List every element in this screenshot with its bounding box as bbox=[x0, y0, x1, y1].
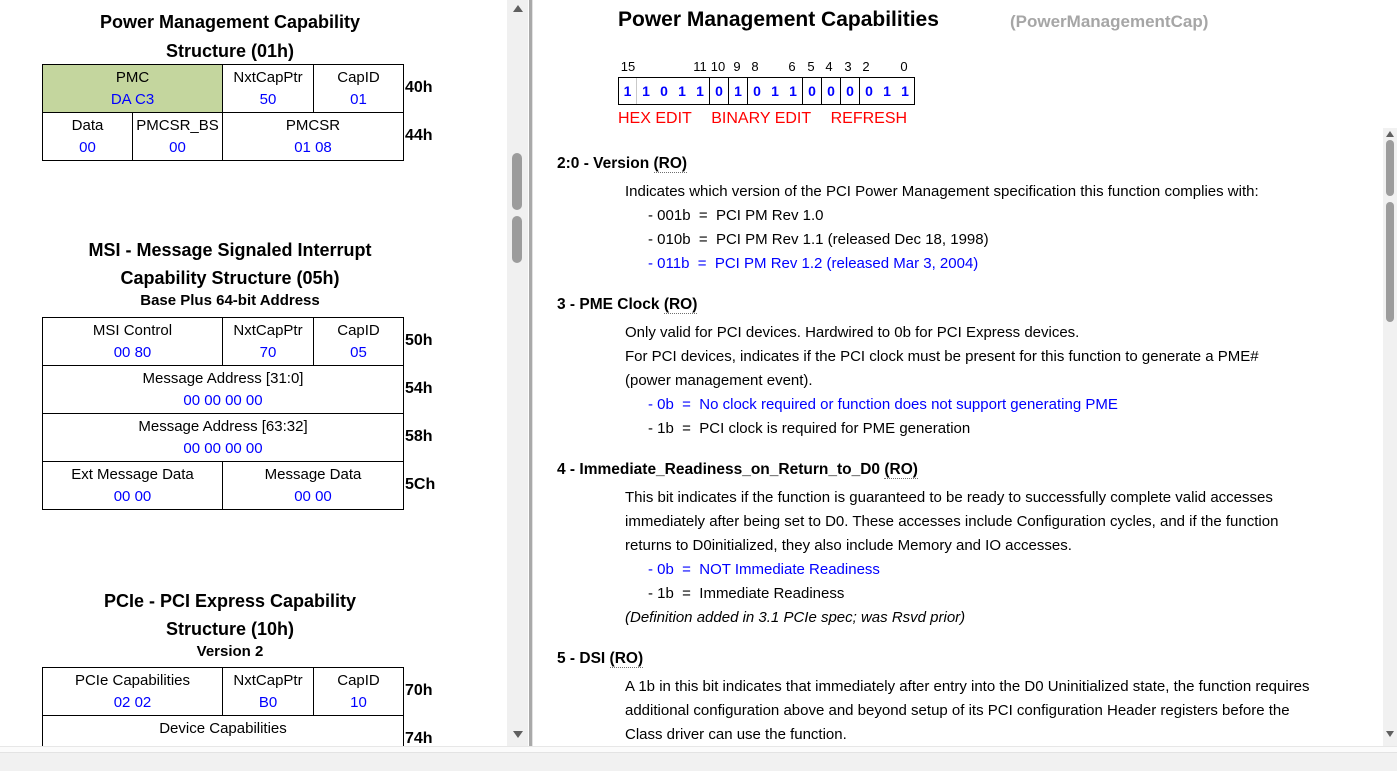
scrollbar-thumb[interactable] bbox=[512, 153, 522, 210]
section-dsi bbox=[533, 647, 1369, 746]
addr-74h: 74h bbox=[405, 730, 433, 746]
bitfield-group-3[interactable]: 0 bbox=[841, 78, 860, 104]
bottom-scrollbar-track bbox=[0, 746, 1397, 771]
msi-control-cell[interactable]: MSI Control 00 80 bbox=[43, 318, 223, 366]
section-line: returns to D0initialized, they also include Memory and IO accesses. bbox=[625, 537, 1072, 554]
section-heading: 3 - PME Clock (RO) bbox=[557, 296, 698, 313]
bitfield-group-10[interactable]: 0 bbox=[710, 78, 729, 104]
scrollbar-thumb[interactable] bbox=[1386, 202, 1394, 322]
msi-nxtcapptr-cell[interactable]: NxtCapPtr 70 bbox=[223, 318, 314, 366]
section-line: This bit indicates if the function is guaranteed to be ready to successfully complete valid accesses bbox=[625, 489, 1273, 506]
pm-cap-table bbox=[42, 64, 487, 161]
addr-40h: 40h bbox=[405, 79, 433, 96]
section-heading: 5 - DSI (RO) bbox=[557, 650, 644, 667]
binary-edit-link[interactable]: BINARY EDIT bbox=[711, 110, 812, 127]
ro-tag: (RO) bbox=[653, 155, 688, 172]
scroll-down-button[interactable] bbox=[1383, 731, 1397, 737]
section-note: (Definition added in 3.1 PCIe spec; was Rsvd prior) bbox=[625, 609, 966, 626]
down-arrow-icon bbox=[1386, 731, 1394, 737]
addr-44h: 44h bbox=[405, 127, 433, 144]
description-scrollbar[interactable] bbox=[1383, 128, 1397, 746]
field-description-panel bbox=[533, 0, 1383, 746]
section-line: A 1b in this bit indicates that immediately after entry into the D0 Uninitialized state, the function requires bbox=[625, 678, 1310, 695]
pm-nxtcapptr-cell[interactable]: NxtCapPtr 50 bbox=[223, 65, 314, 113]
bitfield-group-8-6[interactable]: 0 1 1 bbox=[748, 78, 803, 104]
left-panel-scrollbar[interactable] bbox=[507, 0, 528, 746]
bitfield-group-2-0[interactable]: 0 1 1 bbox=[865, 83, 909, 99]
msi-cap-table bbox=[42, 317, 487, 510]
ro-tag: (RO) bbox=[663, 296, 698, 313]
capability-structures-panel bbox=[0, 0, 507, 746]
page-title: Power Management Capabilities bbox=[618, 8, 939, 31]
edit-actions bbox=[618, 110, 922, 128]
hex-edit-link[interactable]: HEX EDIT bbox=[618, 110, 692, 127]
scroll-down-button[interactable] bbox=[507, 731, 528, 738]
bit-number-labels: 15 11 10 9 8 6 5 4 3 2 0 bbox=[620, 59, 908, 74]
pm-pmcsr-bs-cell[interactable]: PMCSR_BS 00 bbox=[133, 113, 223, 161]
section-heading: 4 - Immediate_Readiness_on_Return_to_D0 (RO) bbox=[557, 461, 918, 478]
section-line: (power management event). bbox=[625, 372, 813, 389]
scrollbar-thumb[interactable] bbox=[512, 216, 522, 263]
pcie-dev-caps-cell[interactable]: Device Capabilities bbox=[43, 716, 404, 747]
addr-5ch: 5Ch bbox=[405, 476, 436, 493]
msi-msg-data-cell[interactable]: Message Data 00 00 bbox=[223, 462, 404, 510]
section-pme-clock bbox=[533, 293, 1369, 441]
scrollbar-thumb[interactable] bbox=[1386, 140, 1394, 196]
msi-structure-subtitle: Base Plus 64-bit Address bbox=[140, 292, 320, 309]
section-line: - 1b = PCI clock is required for PME generation bbox=[648, 420, 971, 437]
bitfield-group-9[interactable]: 1 bbox=[729, 78, 748, 104]
msi-capid-cell[interactable]: CapID 05 bbox=[314, 318, 404, 366]
msi-ext-msg-data-cell[interactable]: Ext Message Data 00 00 bbox=[43, 462, 223, 510]
pm-capid-cell[interactable]: CapID 01 bbox=[314, 65, 404, 113]
pcie-structure-subtitle: Version 2 bbox=[196, 643, 264, 660]
section-line: Only valid for PCI devices. Hardwired to 0b for PCI Express devices. bbox=[625, 324, 1080, 341]
section-line: - 001b = PCI PM Rev 1.0 bbox=[648, 207, 824, 224]
addr-70h: 70h bbox=[405, 682, 433, 699]
pcie-structure-title: PCIe - PCI Express Capability Structure (10h) bbox=[103, 591, 357, 639]
section-line: For PCI devices, indicates if the PCI clock must be present for this function to generate a PME# bbox=[625, 348, 1259, 365]
ro-tag: (RO) bbox=[609, 650, 644, 667]
section-line: - 010b = PCI PM Rev 1.1 (released Dec 18, 1998) bbox=[648, 231, 989, 248]
pcie-cap-table bbox=[42, 667, 487, 746]
section-line-active: - 0b = No clock required or function does not support generating PME bbox=[648, 396, 1118, 413]
bitfield-group-4[interactable]: 0 bbox=[822, 78, 841, 104]
section-line: immediately after being set to D0. These accesses include Configuration cycles, and if the function bbox=[625, 513, 1279, 530]
up-arrow-icon bbox=[1386, 131, 1394, 137]
up-arrow-icon bbox=[513, 5, 523, 12]
bit-value-row bbox=[618, 77, 915, 105]
bitfield-group-5[interactable]: 0 bbox=[803, 78, 822, 104]
down-arrow-icon bbox=[513, 731, 523, 738]
section-line-active: - 011b = PCI PM Rev 1.2 (released Mar 3, 2004) bbox=[648, 255, 979, 272]
section-line: Class driver can use the function. bbox=[625, 726, 847, 743]
pcie-caps-cell[interactable]: PCIe Capabilities 02 02 bbox=[43, 668, 223, 716]
scroll-up-button[interactable] bbox=[507, 5, 528, 12]
refresh-link[interactable]: REFRESH bbox=[830, 110, 908, 127]
section-line: additional configuration above and beyond setup of its PCI configuration Header registers before the bbox=[625, 702, 1290, 719]
ro-tag: (RO) bbox=[884, 461, 918, 478]
bitfield-display bbox=[618, 58, 938, 112]
pm-data-cell[interactable]: Data 00 bbox=[43, 113, 133, 161]
pcie-nxtcapptr-cell[interactable]: NxtCapPtr B0 bbox=[223, 668, 314, 716]
pm-pmcsr-cell[interactable]: PMCSR 01 08 bbox=[223, 113, 404, 161]
addr-54h: 54h bbox=[405, 380, 433, 397]
pmc-cell[interactable]: PMC DA C3 bbox=[43, 65, 223, 113]
section-line: - 1b = Immediate Readiness bbox=[648, 585, 845, 602]
msi-msg-addr-low-cell[interactable]: Message Address [31:0] 00 00 00 00 bbox=[43, 366, 404, 414]
bitfield-group-15-11[interactable]: 1 1 0 1 1 bbox=[619, 78, 710, 104]
addr-50h: 50h bbox=[405, 332, 433, 349]
section-version bbox=[533, 152, 1369, 276]
msi-structure-title: MSI - Message Signaled Interrupt Capability Structure (05h) bbox=[88, 240, 372, 288]
section-line: Indicates which version of the PCI Power Management specification this function complies with: bbox=[625, 183, 1259, 200]
section-line-active: - 0b = NOT Immediate Readiness bbox=[648, 561, 880, 578]
addr-58h: 58h bbox=[405, 428, 433, 445]
pm-structure-title: Power Management Capability Structure (01h) bbox=[99, 12, 361, 61]
msi-msg-addr-high-cell[interactable]: Message Address [63:32] 00 00 00 00 bbox=[43, 414, 404, 462]
pcie-capid-cell[interactable]: CapID 10 bbox=[314, 668, 404, 716]
section-immediate-readiness bbox=[533, 458, 1369, 630]
field-descriptions bbox=[533, 128, 1369, 746]
scroll-up-button[interactable] bbox=[1383, 131, 1397, 137]
register-name: (PowerManagementCap) bbox=[1010, 12, 1209, 31]
section-heading: 2:0 - Version (RO) bbox=[557, 155, 688, 172]
